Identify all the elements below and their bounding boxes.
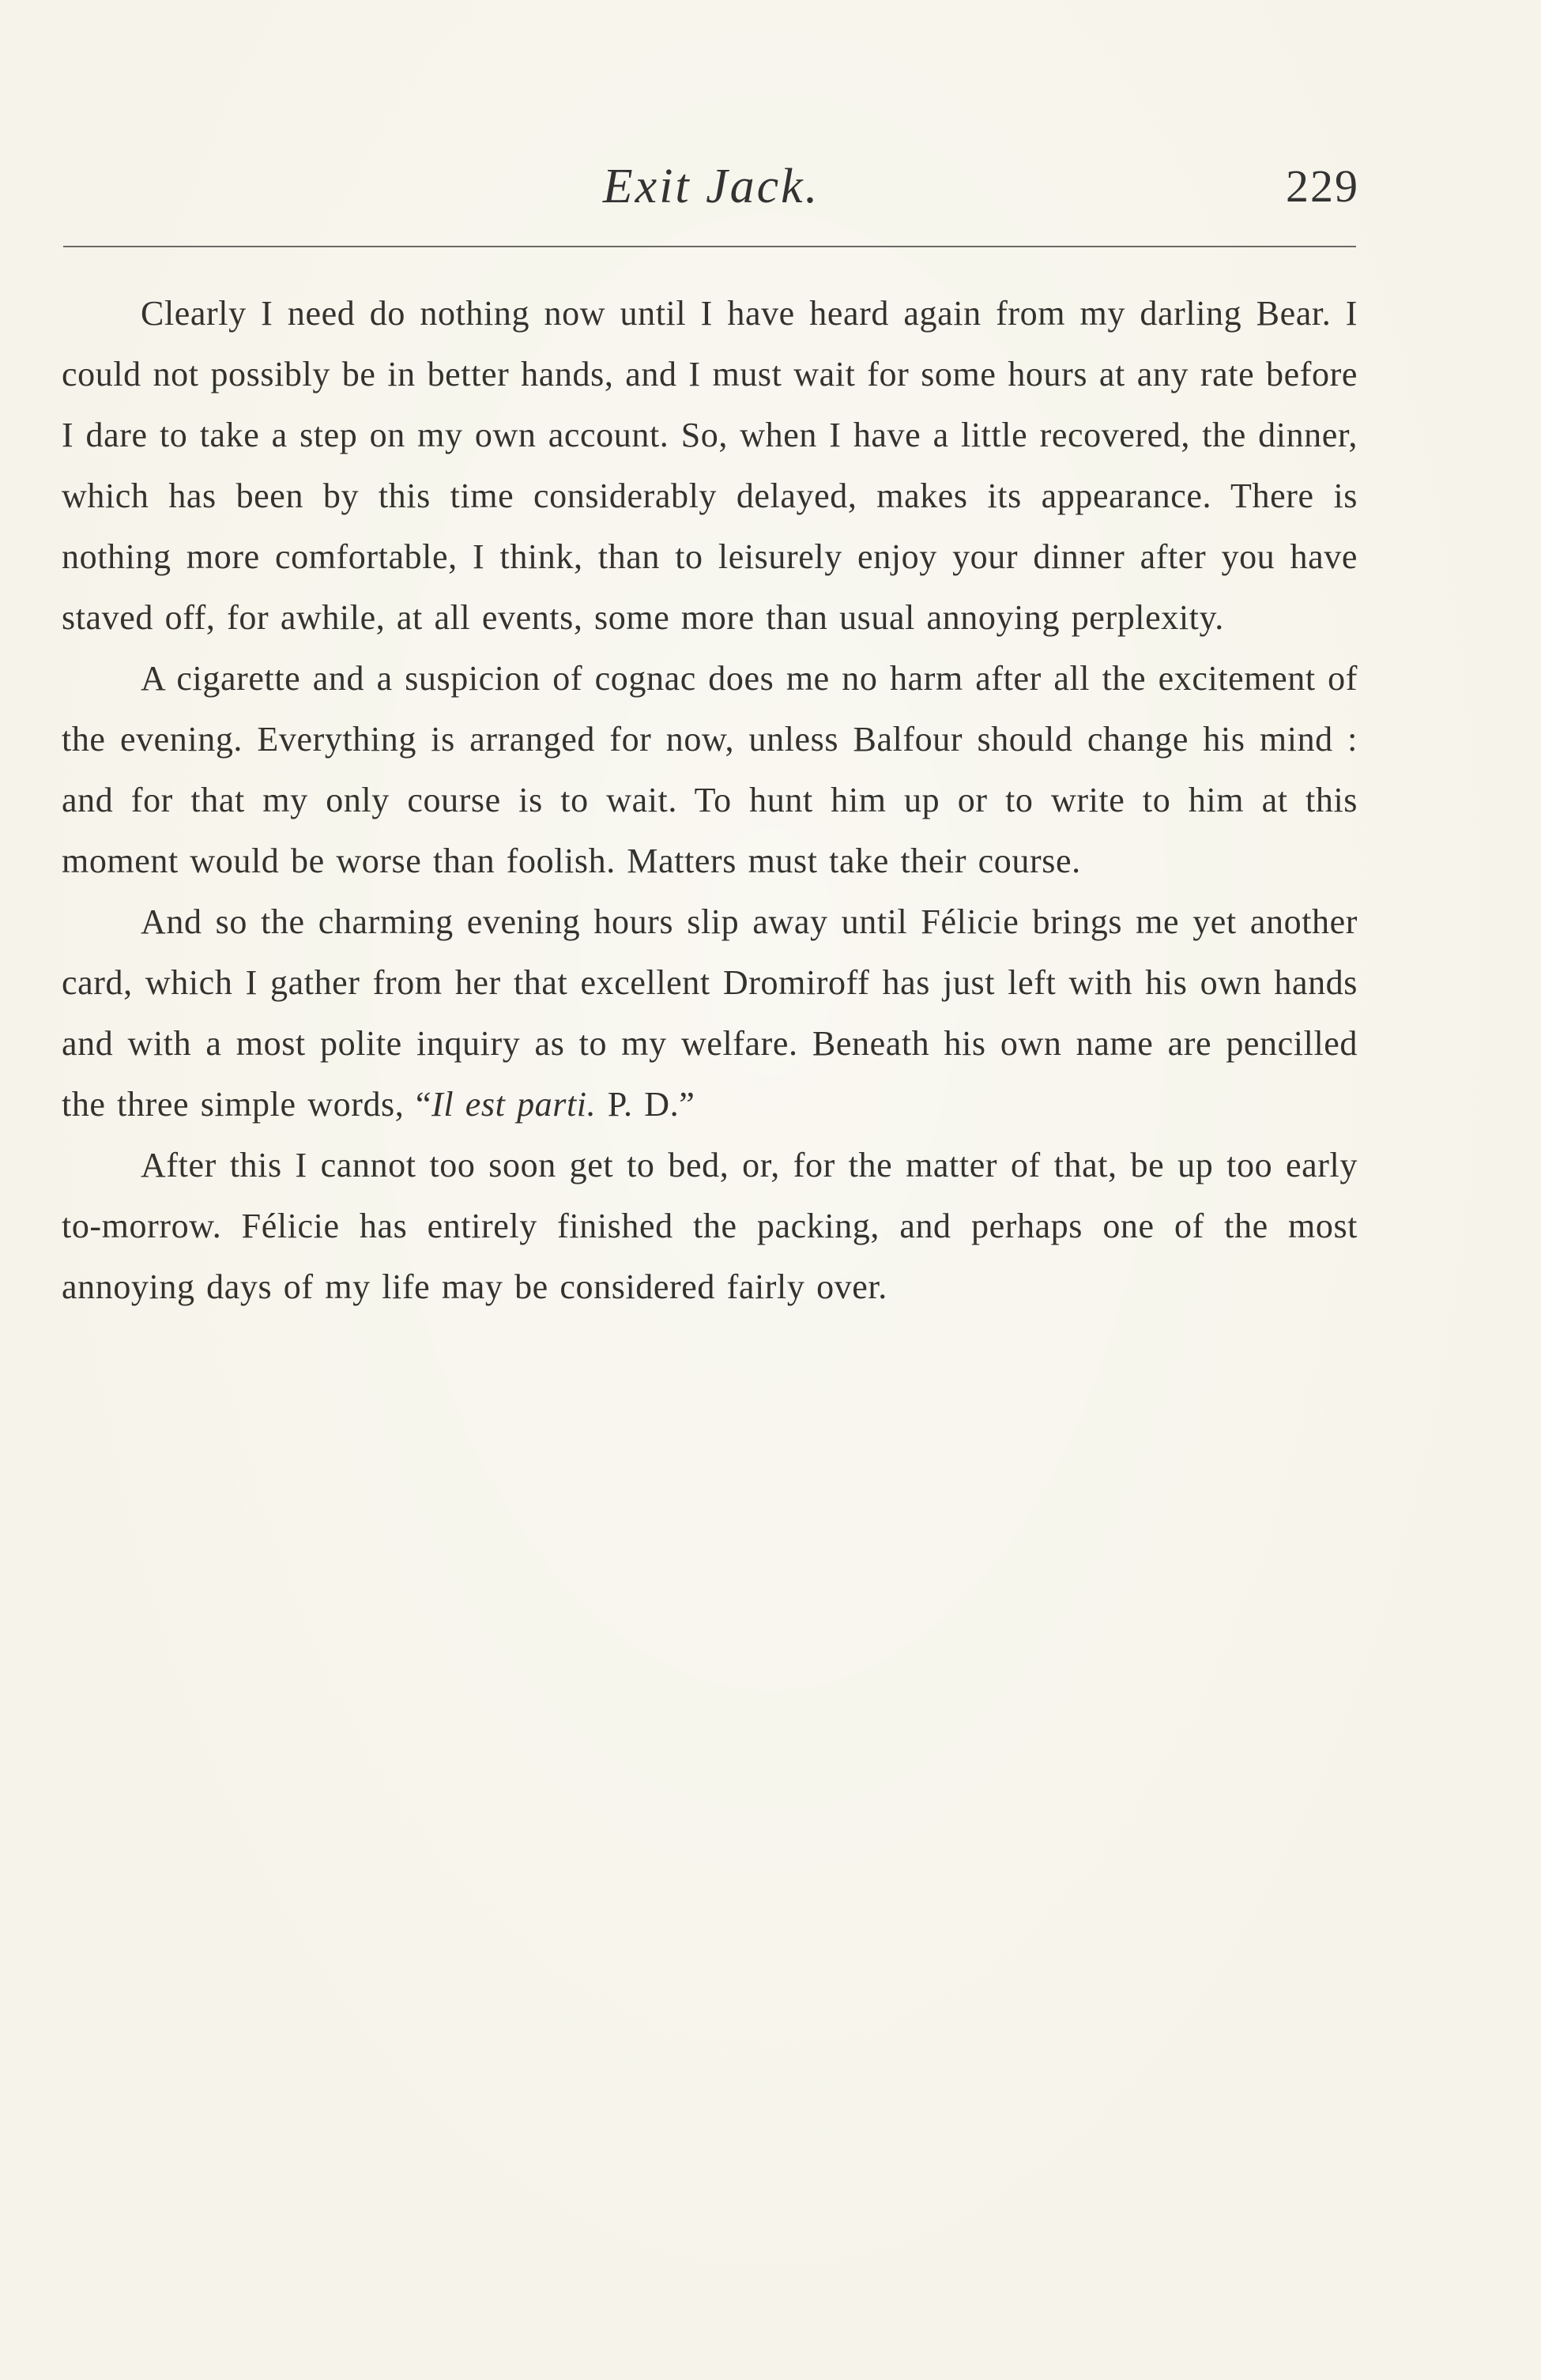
paragraph-3 [62,891,1358,1135]
body-text [62,283,1358,1317]
running-title: Exit Jack. [602,160,820,213]
paragraph-4: After this I cannot too soon get to bed, or, for the matter of that, be up too early to-morrow. Félicie has entirely finished the packing, and perhaps one of the most annoying days of my life may be considered fairly over. [62,1146,1358,1306]
paragraph-2: A cigarette and a suspicion of cognac does me no harm after all the excitement of the evening. Everything is arranged for now, unless Balfour should change his mind : and for that my only course is to wait. To hunt him up or to write to him at this moment would be worse than foolish. Matters must take their course. [62,659,1358,880]
page-number: 229 [1286,160,1359,212]
paragraph-3-text: And so the charming evening hours slip away until Félicie brings me yet another card, which I gather from her that excellent Dromiroff has just left with his own hands and with a most polite inquiry as to my welfare. Beneath his own name are pencilled the three simple words, “ [62,902,1358,1124]
paragraph-3-italic-quote: Il est parti. [431,1085,597,1124]
paragraph-3-signoff: P. D.” [596,1085,695,1124]
paragraph-1: Clearly I need do nothing now until I have heard again from my darling Bear. I could not possibly be in better hands, and I must wait for some hours at any rate before I dare to take a step on my own account. So, when I have a little recovered, the dinner, which has been by this time considerably delayed, makes its appearance. There is nothing more comfortable, I think, than to leisurely enjoy your dinner after you have staved off, for awhile, at all events, some more than usual annoying perplexity. [62,294,1358,637]
running-head [63,155,1359,218]
header-rule [63,246,1356,247]
